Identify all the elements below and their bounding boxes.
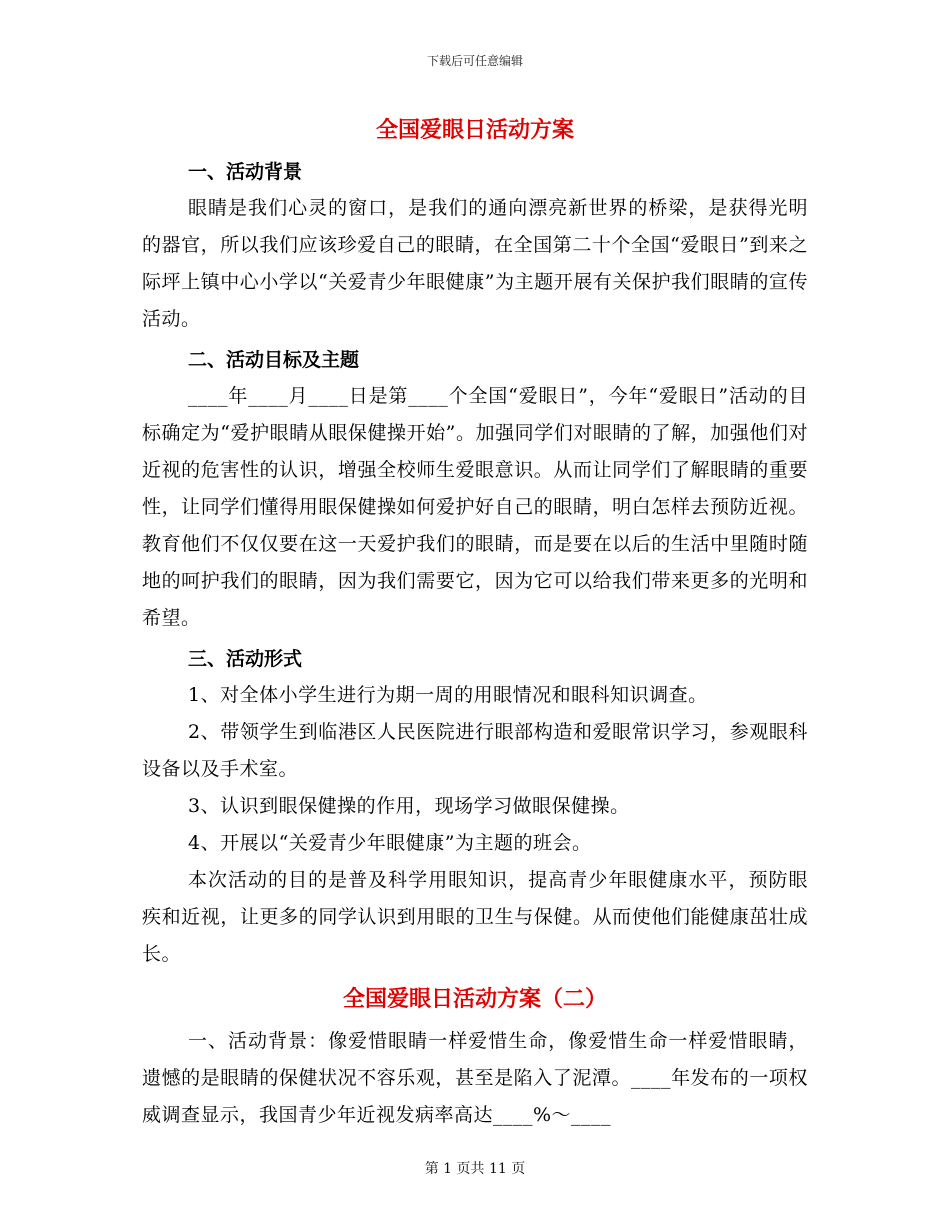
document-title: 全国爱眼日活动方案 <box>375 117 574 143</box>
section-heading-forms: 三、活动形式 <box>188 648 303 670</box>
list-item: 3、认识到眼保健操的作用，现场学习做眼保健操。 <box>188 795 630 817</box>
document-title-second: 全国爱眼日活动方案（二） <box>342 986 607 1012</box>
list-item: 4、开展以“关爱青少年眼健康”为主题的班会。 <box>188 832 592 854</box>
section-heading-goals: 二、活动目标及主题 <box>188 349 360 371</box>
section-paragraph-part2: 一、活动背景：像爱惜眼睛一样爱惜生命，像爱惜生命一样爱惜眼睛，遗憾的是眼睛的保健状况不容乐观，甚至是陷入了泥潭。____年发布的一项权威调查显示，我国青少年近视发病率高达____%～____ <box>142 1030 808 1126</box>
list-item: 2、带领学生到临港区人民医院进行眼部构造和爱眼常识学习，参观眼科设备以及手术室。 <box>142 721 808 780</box>
section-paragraph-goals: ____年____月____日是第____个全国“爱眼日”，今年“爱眼日”活动的目标确定为“爱护眼睛从眼保健操开始”。加强同学们对眼睛的了解，加强他们对近视的危害性的认识，增强全校师生爱眼意识。从而让同学们了解眼睛的重要性，让同学们懂得用眼保健操如何爱护好自己的眼睛，明白怎样去预防近视。教育他们不仅仅要在这一天爱护我们的眼睛，而是要在以后的生活中里随时随地的呵护我们的眼睛，因为我们需要它，因为它可以给我们带来更多的光明和希望。 <box>142 385 808 629</box>
page-header: 下载后可任意编辑 <box>426 54 523 68</box>
section-paragraph-closing: 本次活动的目的是普及科学用眼知识，提高青少年眼健康水平，预防眼疾和近视，让更多的同学认识到用眼的卫生与保健。从而使他们能健康茁壮成长。 <box>142 869 808 965</box>
document-body <box>142 110 808 1134</box>
list-item: 1、对全体小学生进行为期一周的用眼情况和眼科知识调查。 <box>188 684 708 706</box>
section-paragraph-background: 眼睛是我们心灵的窗口，是我们的通向漂亮新世界的桥梁，是获得光明的器官，所以我们应该珍爱自己的眼睛，在全国第二十个全国“爱眼日”到来之际坪上镇中心小学以“关爱青少年眼健康”为主题开展有关保护我们眼睛的宣传活动。 <box>142 197 808 330</box>
section-heading-background: 一、活动背景 <box>188 161 303 183</box>
page-footer: 第 1 页共 11 页 <box>424 1161 526 1177</box>
